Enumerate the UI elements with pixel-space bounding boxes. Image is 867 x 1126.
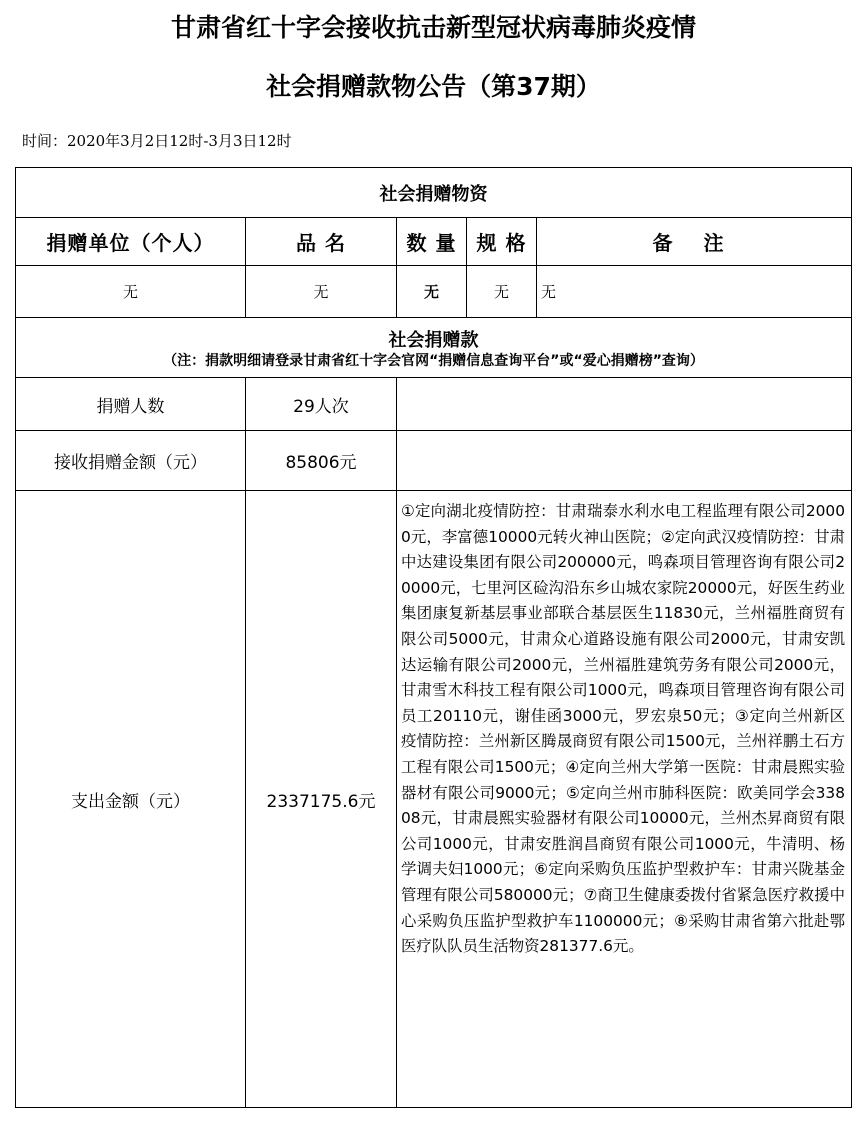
donation-table xyxy=(15,167,852,1108)
col-header-remarks: 备 注 xyxy=(537,218,852,266)
received-row xyxy=(16,431,852,491)
received-value: 85806元 xyxy=(246,431,397,491)
expense-row xyxy=(16,491,852,1108)
col-header-spec: 规 格 xyxy=(467,218,537,266)
goods-header-row xyxy=(16,218,852,266)
cash-section-note: （注：捐款明细请登录甘肃省红十字会官网“捐赠信息查询平台”或“爱心捐赠榜”查询） xyxy=(163,352,704,369)
goods-section-heading: 社会捐赠物资 xyxy=(16,168,852,218)
col-header-quantity: 数 量 xyxy=(397,218,467,266)
expense-detail: ①定向湖北疫情防控：甘肃瑞泰水利水电工程监理有限公司20000元，李富德10000元转火神山医院；②定向武汉疫情防控：甘肃中达建设集团有限公司200000元，鸣森项目管理咨询有限公司20000元，七里河区硷沟沿东乡山城农家院20000元，好医生药业集团康复新基层事业部联合基层医生11830元，兰州福胜商贸有限公司5000元，甘肃众心道路设施有限公司2000元，甘肃安凯达运输有限公司2000元，兰州福胜建筑劳务有限公司2000元，甘肃雪木科技工程有限公司1000元，鸣森项目管理咨询有限公司员工20110元，谢佳函3000元，罗宏泉50元；③定向兰州新区疫情防控：兰州新区腾晟商贸有限公司1500元，兰州祥鹏土石方工程有限公司1500元；④定向兰州大学第一医院：甘肃晨熙实验器材有限公司9000元；⑤定向兰州市肺科医院：欧美同学会33808元，甘肃晨熙实验器材有限公司10000元，兰州杰昇商贸有限公司1000元，甘肃安胜润昌商贸有限公司1000元，牛清明、杨学调夫妇1000元；⑥定向采购负压监护型救护车：甘肃兴陇基金管理有限公司580000元；⑦商卫生健康委拨付省紧急医疗救援中心采购负压监护型救护车1100000元；⑧采购甘肃省第六批赴鄂医疗队队员生活物资281377.6元。 xyxy=(397,491,852,1108)
goods-section-row xyxy=(16,168,852,218)
received-blank xyxy=(397,431,852,491)
col-header-item-name: 品 名 xyxy=(246,218,397,266)
page-title: 甘肃省红十字会接收抗击新型冠状病毒肺炎疫情 xyxy=(170,13,696,42)
donor-count-value: 29人次 xyxy=(246,378,397,431)
cash-section-header xyxy=(16,318,852,378)
goods-cell-spec: 无 xyxy=(467,266,537,318)
expense-value: 2337175.6元 xyxy=(246,491,397,1108)
cash-section-heading: 社会捐赠款 xyxy=(388,329,479,351)
page-subtitle: 社会捐赠款物公告（第37期） xyxy=(266,72,601,101)
received-label: 接收捐赠金额（元） xyxy=(16,431,246,491)
donor-count-blank xyxy=(397,378,852,431)
cash-section-row xyxy=(16,318,852,378)
time-range: 时间：2020年3月2日12时-3月3日12时 xyxy=(22,132,292,150)
goods-cell-item-name: 无 xyxy=(246,266,397,318)
goods-cell-quantity: 无 xyxy=(397,266,467,318)
donor-count-row xyxy=(16,378,852,431)
donor-count-label: 捐赠人数 xyxy=(16,378,246,431)
expense-label: 支出金额（元） xyxy=(16,491,246,1108)
goods-data-row xyxy=(16,266,852,318)
goods-cell-remarks: 无 xyxy=(537,266,852,318)
goods-cell-donor: 无 xyxy=(16,266,246,318)
col-header-donor: 捐赠单位（个人） xyxy=(16,218,246,266)
